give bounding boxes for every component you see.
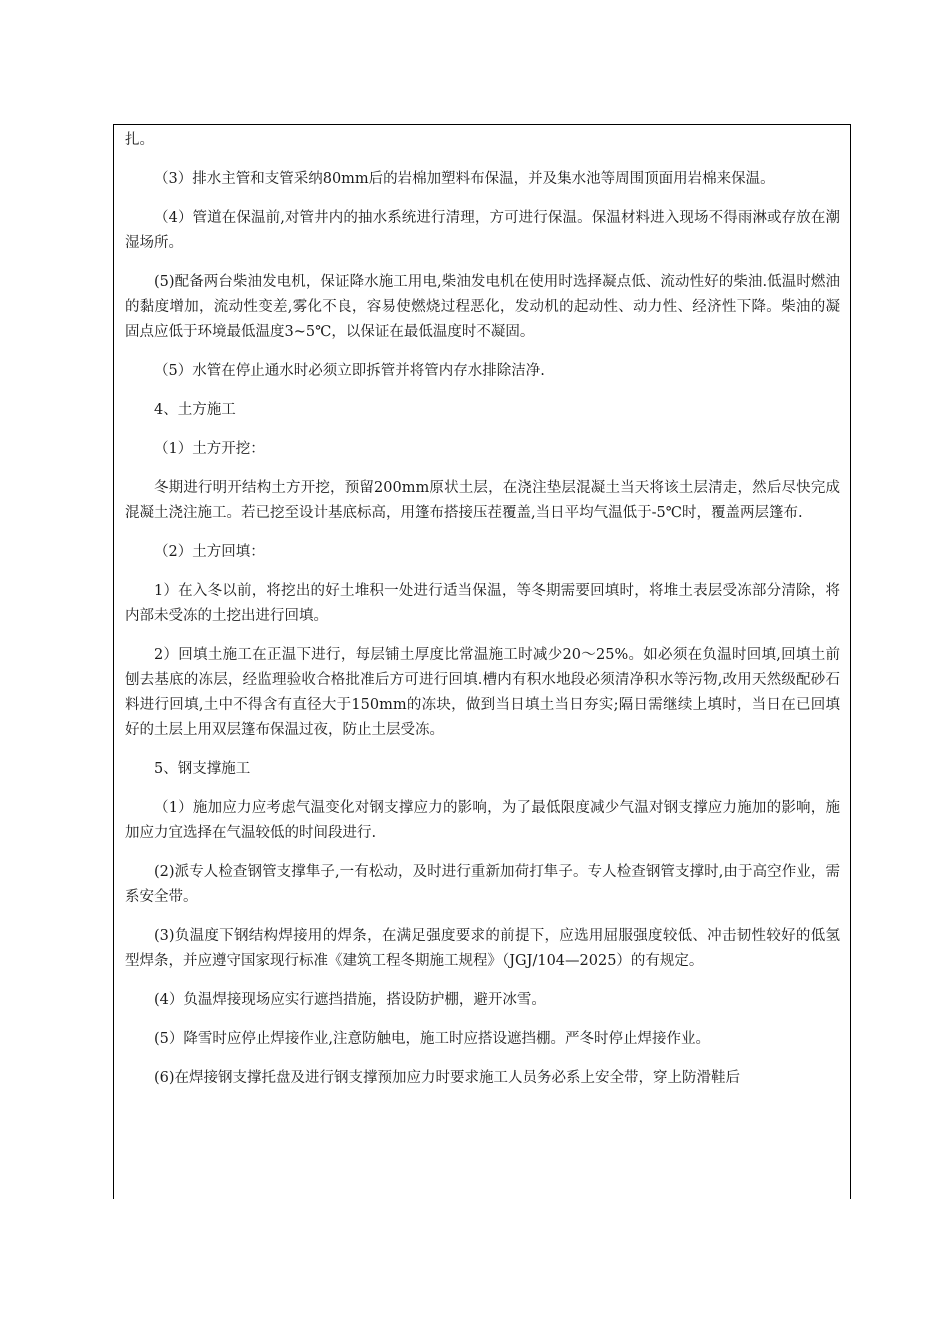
heading-steel-support: 5、钢支撑施工: [154, 761, 251, 777]
paragraph-steel-inspection: (2)派专人检查钢管支撑隼子,一有松动，及时进行重新加荷打隼子。专人检查钢管支撑时,由于高空作业，需系安全带。: [125, 864, 840, 905]
paragraph-excavation: 冬期进行明开结构土方开挖，预留200mm原状土层，在浇注垫层混凝土当天将该土层清走，然后尽快完成混凝土浇注施工。若已挖至设计基底标高，用篷布搭接压茬覆盖,当日平均气温低于-5℃时，覆盖两层篷布.: [125, 480, 840, 521]
paragraph-steel-stress: （1）施加应力应考虑气温变化对钢支撑应力的影响，为了最低限度减少气温对钢支撑应力施加的影响，施加应力宜选择在气温较低的时间段进行.: [125, 800, 840, 841]
paragraph-welding-shelter: (4）负温焊接现场应实行遮挡措施，搭设防护棚，避开冰雪。: [154, 992, 546, 1008]
paragraph-continuation: 扎。: [125, 132, 154, 148]
subheading-backfill: （2）土方回填：: [154, 544, 265, 560]
paragraph-snow-welding: (5）降雪时应停止焊接作业,注意防触电，施工时应搭设遮挡棚。严冬时停止焊接作业。: [154, 1031, 710, 1047]
paragraph-safety-belt: (6)在焊接钢支撑托盘及进行钢支撑预加应力时要求施工人员务必系上安全带，穿上防滑鞋后: [154, 1070, 741, 1086]
paragraph-backfill-2: 2）回填土施工在正温下进行，每层铺土厚度比常温施工时减少20～25%。如必须在负温时回填,回填土前刨去基底的冻层，经监理验收合格批准后方可进行回填.槽内有积水地段必须清净积水等污物,改用天然级配砂石料进行回填,土中不得含有直径大于150mm的冻块，做到当日填土当日夯实;隔日需继续上填时，当日在已回填好的土层上用双层篷布保温过夜，防止土层受冻。: [125, 647, 840, 738]
document-content: [125, 125, 840, 1091]
paragraph-water-pipe: （5）水管在停止通水时必须立即拆管并将管内存水排除洁净.: [154, 363, 545, 379]
paragraph-backfill-1: 1）在入冬以前，将挖出的好土堆积一处进行适当保温，等冬期需要回填时，将堆土表层受冻部分清除，将内部未受冻的土挖出进行回填。: [125, 583, 840, 624]
paragraph-welding-rods: (3)负温度下钢结构焊接用的焊条，在满足强度要求的前提下，应选用屈服强度较低、冲击韧性较好的低氢型焊条，并应遵守国家现行标准《建筑工程冬期施工规程》（JGJ/104—2025）的有规定。: [125, 928, 840, 969]
subheading-excavation: （1）土方开挖：: [154, 441, 265, 457]
document-table-frame: [113, 124, 851, 1199]
paragraph-pipe-cleaning: （4）管道在保温前,对管井内的抽水系统进行清理，方可进行保温。保温材料进入现场不得雨淋或存放在潮湿场所。: [125, 210, 840, 251]
heading-earthwork: 4、土方施工: [154, 402, 236, 418]
paragraph-diesel-generator: (5)配备两台柴油发电机，保证降水施工用电,柴油发电机在使用时选择凝点低、流动性好的柴油.低温时燃油的黏度增加，流动性变差,雾化不良，容易使燃烧过程恶化，发动机的起动性、动力性、经济性下降。柴油的凝固点应低于环境最低温度3~5℃，以保证在最低温度时不凝固。: [125, 274, 840, 340]
paragraph-drain-insulation: （3）排水主管和支管采纳80mm后的岩棉加塑料布保温，并及集水池等周围顶面用岩棉来保温。: [154, 171, 775, 187]
